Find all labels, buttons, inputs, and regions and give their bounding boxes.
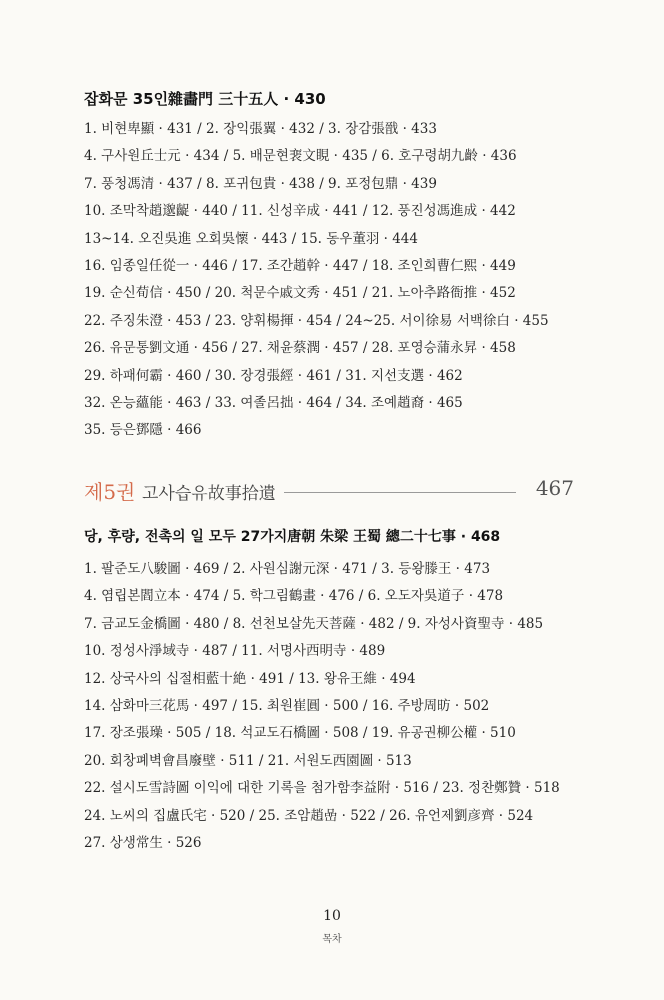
toc-entry: 1. 팔준도八駿圖 · 469 / 2. 사원심謝元深 · 471 / 3. 등왕滕王 · 473 [84, 561, 491, 577]
toc-entry: 17. 장조張璪 · 505 / 18. 석교도石橋圖 · 508 / 19. 유공권柳公權 · 510 [84, 725, 516, 742]
section-heading-tang-events: 당, 후량, 전촉의 일 모두 27가지唐朝 朱梁 王蜀 總二十七事 · 468 [84, 529, 501, 545]
toc-entry: 7. 풍청馮清 · 437 / 8. 포귀包貴 · 438 / 9. 포정包鼎 · 439 [84, 175, 437, 192]
chapter-header [84, 474, 574, 508]
entry-list-section1 [84, 116, 584, 445]
toc-entry: 22. 설시도雪詩圖 이익에 대한 기록을 첨가함李益附 · 516 / 23. 정찬鄭贊 · 518 [84, 780, 560, 797]
toc-entry: 22. 주징朱澄 · 453 / 23. 양휘楊揮 · 454 / 24~25. 서이徐易 서백徐白 · 455 [84, 312, 549, 329]
chapter-page-number: 467 [535, 476, 574, 500]
toc-entry: 35. 등은鄧隱 · 466 [84, 422, 202, 439]
chapter-title: 고사습유故事拾遺 [142, 484, 276, 504]
chapter-rule [284, 492, 516, 493]
toc-entry: 24. 노씨의 집盧氏宅 · 520 / 25. 조암趙嵒 · 522 / 26. 유언제劉彦齊 · 524 [84, 807, 534, 824]
toc-entry: 1. 비현卑顯 · 431 / 2. 장익張翼 · 432 / 3. 장감張戩 · 433 [84, 121, 437, 137]
toc-entry: 29. 하패何霸 · 460 / 30. 장경張經 · 461 / 31. 지선支選 · 462 [84, 367, 463, 384]
toc-entry: 10. 정성사淨域寺 · 487 / 11. 서명사西明寺 · 489 [84, 643, 386, 660]
toc-entry: 4. 염립본閻立本 · 474 / 5. 학그림鶴畫 · 476 / 6. 오도자吳道子 · 478 [84, 588, 504, 605]
page-number: 10 [323, 908, 341, 924]
toc-entry: 26. 유문통劉文通 · 456 / 27. 채윤蔡潤 · 457 / 28. 포영승蒲永昇 · 458 [84, 340, 516, 357]
toc-entry: 19. 순신荀信 · 450 / 20. 척문수戚文秀 · 451 / 21. 노아추路衙推 · 452 [84, 285, 516, 302]
toc-entry: 14. 삼화마三花馬 · 497 / 15. 최원崔圓 · 500 / 16. 주방周昉 · 502 [84, 697, 490, 714]
toc-entry: 32. 온능蘊能 · 463 / 33. 여졸呂拙 · 464 / 34. 조예趙裔 · 465 [84, 394, 463, 411]
chapter-label: 제5권 [84, 480, 136, 504]
section-heading-miscellaneous-painters: 잡화문 35인雜畵門 三十五人 · 430 [84, 90, 326, 108]
toc-entry: 7. 금교도金橋圖 · 480 / 8. 선천보살先天菩薩 · 482 / 9. 자성사資聖寺 · 485 [84, 615, 544, 632]
toc-entry: 27. 상생常生 · 526 [84, 834, 202, 851]
toc-entry: 20. 회창폐벽會昌廢壁 · 511 / 21. 서원도西園圖 · 513 [84, 752, 412, 769]
toc-entry: 4. 구사원丘士元 · 434 / 5. 배문현裵文睍 · 435 / 6. 호구령胡九齡 · 436 [84, 148, 517, 165]
toc-entry: 12. 상국사의 십절相藍十絶 · 491 / 13. 왕유王維 · 494 [84, 670, 416, 687]
page-label: 목차 [322, 934, 342, 945]
toc-entry: 10. 조막착趙邈齪 · 440 / 11. 신성辛成 · 441 / 12. 풍진성馮進成 · 442 [84, 203, 516, 220]
toc-entry: 16. 임종일任從一 · 446 / 17. 조간趙幹 · 447 / 18. 조인희曹仁熙 · 449 [84, 257, 516, 274]
entry-list-section2 [84, 556, 584, 857]
toc-entry: 13~14. 오진吳進 오회吳懷 · 443 / 15. 동우董羽 · 444 [84, 230, 418, 247]
